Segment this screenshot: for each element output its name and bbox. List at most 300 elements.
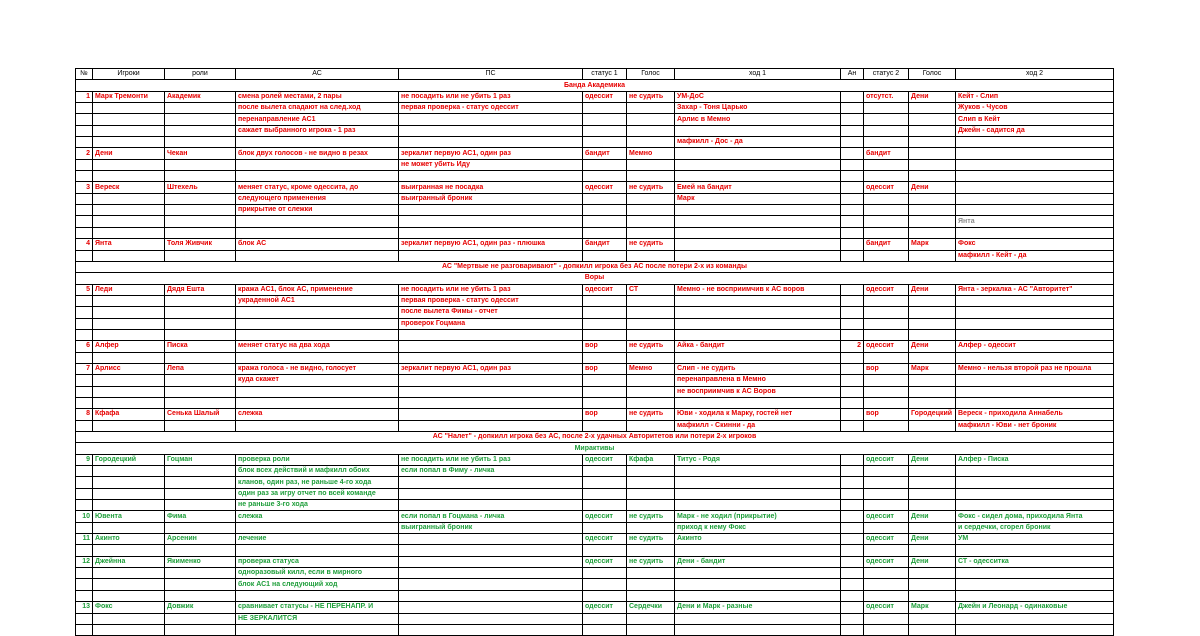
cell-move-2[interactable] <box>956 488 1114 499</box>
cell-vote-1[interactable]: Мемно <box>627 148 675 159</box>
cell-vote-1[interactable] <box>627 295 675 306</box>
cell-number[interactable] <box>76 477 93 488</box>
cell-status-2[interactable]: бандит <box>864 239 909 250</box>
cell-status-2[interactable] <box>864 352 909 363</box>
cell-move-2[interactable] <box>956 500 1114 511</box>
cell-an[interactable] <box>841 114 864 125</box>
cell-status-2[interactable]: одессит <box>864 602 909 613</box>
cell-move-2[interactable] <box>956 171 1114 182</box>
cell-an[interactable] <box>841 284 864 295</box>
cell-status-2[interactable] <box>864 545 909 556</box>
cell-role[interactable] <box>165 307 236 318</box>
cell-ps[interactable] <box>399 386 583 397</box>
cell-move-1[interactable] <box>675 590 841 601</box>
cell-ps[interactable] <box>399 227 583 238</box>
cell-status-2[interactable] <box>864 579 909 590</box>
cell-an[interactable] <box>841 318 864 329</box>
cell-vote-1[interactable] <box>627 250 675 261</box>
cell-status-2[interactable] <box>864 125 909 136</box>
cell-ps[interactable] <box>399 250 583 261</box>
cell-as[interactable] <box>236 216 399 227</box>
cell-player[interactable] <box>93 397 165 408</box>
cell-vote-2[interactable]: Дени <box>909 182 956 193</box>
cell-role[interactable] <box>165 613 236 624</box>
cell-role[interactable]: Чекан <box>165 148 236 159</box>
cell-vote-2[interactable] <box>909 295 956 306</box>
cell-player[interactable] <box>93 613 165 624</box>
cell-number[interactable] <box>76 579 93 590</box>
cell-move-1[interactable] <box>675 216 841 227</box>
cell-status-2[interactable] <box>864 386 909 397</box>
cell-vote-2[interactable] <box>909 227 956 238</box>
section-title-cell[interactable]: Воры <box>76 273 1114 284</box>
cell-move-1[interactable]: УМ-ДоС <box>675 91 841 102</box>
cell-player[interactable] <box>93 579 165 590</box>
cell-status-1[interactable] <box>583 103 627 114</box>
cell-player[interactable] <box>93 500 165 511</box>
cell-ps[interactable] <box>399 534 583 545</box>
cell-an[interactable] <box>841 545 864 556</box>
cell-status-1[interactable]: одессит <box>583 511 627 522</box>
cell-an[interactable] <box>841 363 864 374</box>
section-title-cell[interactable]: Банда Академика <box>76 80 1114 91</box>
cell-move-2[interactable]: и сердечки, сгорел броник <box>956 522 1114 533</box>
cell-move-2[interactable] <box>956 375 1114 386</box>
cell-role[interactable] <box>165 386 236 397</box>
cell-ps[interactable] <box>399 114 583 125</box>
cell-number[interactable]: 2 <box>76 148 93 159</box>
cell-move-1[interactable] <box>675 545 841 556</box>
cell-as[interactable]: лечение <box>236 534 399 545</box>
cell-number[interactable] <box>76 590 93 601</box>
cell-ps[interactable]: зеркалит первую АС1, один раз - плюшка <box>399 239 583 250</box>
cell-status-1[interactable] <box>583 114 627 125</box>
cell-move-1[interactable]: Арлис в Мемно <box>675 114 841 125</box>
cell-ps[interactable] <box>399 579 583 590</box>
cell-number[interactable] <box>76 307 93 318</box>
cell-move-2[interactable] <box>956 545 1114 556</box>
cell-move-2[interactable] <box>956 318 1114 329</box>
cell-ps[interactable] <box>399 477 583 488</box>
cell-status-2[interactable] <box>864 522 909 533</box>
cell-ps[interactable] <box>399 409 583 420</box>
cell-vote-2[interactable] <box>909 171 956 182</box>
cell-number[interactable] <box>76 568 93 579</box>
cell-vote-2[interactable] <box>909 590 956 601</box>
cell-status-1[interactable] <box>583 579 627 590</box>
cell-number[interactable] <box>76 397 93 408</box>
cell-role[interactable]: Дядя Ешта <box>165 284 236 295</box>
cell-move-1[interactable]: Айка - бандит <box>675 341 841 352</box>
cell-number[interactable]: 8 <box>76 409 93 420</box>
cell-player[interactable] <box>93 477 165 488</box>
cell-number[interactable] <box>76 295 93 306</box>
cell-as[interactable] <box>236 159 399 170</box>
cell-ps[interactable]: проверок Гоцмана <box>399 318 583 329</box>
cell-an[interactable] <box>841 295 864 306</box>
cell-player[interactable]: Джейнна <box>93 556 165 567</box>
cell-as[interactable]: после вылета спадают на след.ход <box>236 103 399 114</box>
cell-status-2[interactable] <box>864 216 909 227</box>
cell-as[interactable]: смена ролей местами, 2 пары <box>236 91 399 102</box>
cell-as[interactable] <box>236 250 399 261</box>
cell-vote-1[interactable]: не судить <box>627 239 675 250</box>
cell-ps[interactable] <box>399 352 583 363</box>
cell-as[interactable]: слежка <box>236 511 399 522</box>
cell-vote-2[interactable]: Марк <box>909 602 956 613</box>
cell-status-1[interactable] <box>583 500 627 511</box>
cell-as[interactable]: одноразовый килл, если в мирного <box>236 568 399 579</box>
cell-role[interactable] <box>165 488 236 499</box>
cell-an[interactable] <box>841 624 864 635</box>
cell-as[interactable]: меняет статус, кроме одессита, до <box>236 182 399 193</box>
cell-move-1[interactable] <box>675 568 841 579</box>
cell-vote-1[interactable] <box>627 307 675 318</box>
cell-status-2[interactable] <box>864 329 909 340</box>
cell-move-1[interactable]: мафкилл - Скинни - да <box>675 420 841 431</box>
cell-status-2[interactable] <box>864 114 909 125</box>
cell-vote-1[interactable] <box>627 318 675 329</box>
cell-player[interactable]: Городецкий <box>93 454 165 465</box>
cell-ps[interactable]: если попал в Фиму - личка <box>399 466 583 477</box>
cell-move-1[interactable]: Титус - Родя <box>675 454 841 465</box>
cell-role[interactable] <box>165 125 236 136</box>
cell-move-1[interactable]: Юви - ходила к Марку, гостей нет <box>675 409 841 420</box>
cell-player[interactable]: Акинто <box>93 534 165 545</box>
cell-role[interactable] <box>165 568 236 579</box>
cell-vote-1[interactable] <box>627 193 675 204</box>
cell-player[interactable] <box>93 125 165 136</box>
cell-vote-2[interactable] <box>909 114 956 125</box>
cell-status-2[interactable]: вор <box>864 409 909 420</box>
cell-move-1[interactable]: Слип - не судить <box>675 363 841 374</box>
cell-vote-2[interactable] <box>909 307 956 318</box>
cell-status-2[interactable] <box>864 250 909 261</box>
cell-ps[interactable]: зеркалит первую АС1, один раз <box>399 148 583 159</box>
cell-an[interactable] <box>841 352 864 363</box>
cell-status-2[interactable] <box>864 375 909 386</box>
cell-move-2[interactable] <box>956 466 1114 477</box>
cell-number[interactable] <box>76 193 93 204</box>
cell-vote-1[interactable]: Сердечки <box>627 602 675 613</box>
cell-status-2[interactable]: одессит <box>864 556 909 567</box>
cell-role[interactable]: Штехель <box>165 182 236 193</box>
cell-number[interactable] <box>76 250 93 261</box>
cell-ps[interactable] <box>399 613 583 624</box>
cell-as[interactable] <box>236 545 399 556</box>
cell-as[interactable]: меняет статус на два хода <box>236 341 399 352</box>
cell-vote-2[interactable] <box>909 477 956 488</box>
cell-player[interactable]: Ювента <box>93 511 165 522</box>
header-move-1[interactable]: ход 1 <box>675 69 841 80</box>
cell-vote-1[interactable] <box>627 227 675 238</box>
cell-ps[interactable] <box>399 556 583 567</box>
section-title-cell[interactable]: АС "Налет" - допкилл игрока без АС, после 2-х удачных Авторитетов или потери 2-х игроков <box>76 432 1114 443</box>
cell-as[interactable] <box>236 386 399 397</box>
cell-as[interactable] <box>236 590 399 601</box>
header-ps[interactable]: ПС <box>399 69 583 80</box>
cell-move-2[interactable] <box>956 205 1114 216</box>
cell-status-2[interactable]: одессит <box>864 284 909 295</box>
cell-ps[interactable] <box>399 341 583 352</box>
cell-move-2[interactable]: Кейт - Слип <box>956 91 1114 102</box>
cell-an[interactable] <box>841 103 864 114</box>
cell-vote-2[interactable]: Дени <box>909 454 956 465</box>
cell-player[interactable] <box>93 488 165 499</box>
cell-move-2[interactable]: Алфер - Писка <box>956 454 1114 465</box>
cell-vote-2[interactable] <box>909 579 956 590</box>
cell-move-1[interactable] <box>675 397 841 408</box>
cell-ps[interactable]: выигранная не посадка <box>399 182 583 193</box>
cell-move-2[interactable]: Фокс <box>956 239 1114 250</box>
cell-ps[interactable] <box>399 500 583 511</box>
cell-player[interactable]: Дени <box>93 148 165 159</box>
cell-vote-1[interactable]: Кфафа <box>627 454 675 465</box>
cell-move-1[interactable] <box>675 295 841 306</box>
cell-move-1[interactable]: Дени и Марк - разные <box>675 602 841 613</box>
cell-player[interactable] <box>93 307 165 318</box>
cell-as[interactable] <box>236 329 399 340</box>
cell-ps[interactable]: если попал в Гоцмана - личка <box>399 511 583 522</box>
cell-move-1[interactable]: перенаправлена в Мемно <box>675 375 841 386</box>
cell-vote-2[interactable]: Дени <box>909 91 956 102</box>
cell-status-2[interactable] <box>864 227 909 238</box>
cell-status-1[interactable]: одессит <box>583 556 627 567</box>
cell-as[interactable]: перенаправление АС1 <box>236 114 399 125</box>
cell-number[interactable] <box>76 624 93 635</box>
cell-player[interactable] <box>93 375 165 386</box>
cell-number[interactable] <box>76 171 93 182</box>
cell-move-2[interactable]: СТ - одесситка <box>956 556 1114 567</box>
cell-an[interactable] <box>841 602 864 613</box>
cell-vote-1[interactable]: не судить <box>627 341 675 352</box>
header-move-2[interactable]: ход 2 <box>956 69 1114 80</box>
cell-status-1[interactable] <box>583 545 627 556</box>
cell-an[interactable] <box>841 613 864 624</box>
cell-as[interactable]: НЕ ЗЕРКАЛИТСЯ <box>236 613 399 624</box>
cell-vote-2[interactable]: Дени <box>909 511 956 522</box>
cell-status-2[interactable]: одессит <box>864 454 909 465</box>
cell-an[interactable] <box>841 454 864 465</box>
cell-player[interactable]: Вереск <box>93 182 165 193</box>
cell-move-2[interactable]: Джейн - садится да <box>956 125 1114 136</box>
cell-player[interactable] <box>93 295 165 306</box>
cell-vote-1[interactable] <box>627 103 675 114</box>
cell-status-1[interactable] <box>583 318 627 329</box>
cell-vote-2[interactable] <box>909 329 956 340</box>
header-vote-2[interactable]: Голос <box>909 69 956 80</box>
cell-vote-1[interactable] <box>627 500 675 511</box>
cell-player[interactable]: Арлисс <box>93 363 165 374</box>
cell-role[interactable] <box>165 420 236 431</box>
cell-status-2[interactable] <box>864 477 909 488</box>
cell-status-2[interactable]: одессит <box>864 182 909 193</box>
cell-role[interactable]: Якименко <box>165 556 236 567</box>
cell-an[interactable] <box>841 420 864 431</box>
cell-role[interactable]: Довжик <box>165 602 236 613</box>
cell-player[interactable] <box>93 352 165 363</box>
cell-vote-2[interactable]: Дени <box>909 556 956 567</box>
cell-number[interactable] <box>76 159 93 170</box>
cell-player[interactable] <box>93 590 165 601</box>
cell-vote-2[interactable] <box>909 205 956 216</box>
cell-role[interactable] <box>165 579 236 590</box>
section-title-cell[interactable]: Мирактивы <box>76 443 1114 454</box>
cell-move-2[interactable] <box>956 568 1114 579</box>
cell-number[interactable] <box>76 613 93 624</box>
cell-as[interactable]: не раньше 3-го хода <box>236 500 399 511</box>
cell-number[interactable] <box>76 352 93 363</box>
cell-status-2[interactable]: одессит <box>864 511 909 522</box>
cell-role[interactable] <box>165 193 236 204</box>
cell-as[interactable]: куда скажет <box>236 375 399 386</box>
cell-ps[interactable]: не посадить или не убить 1 раз <box>399 454 583 465</box>
cell-number[interactable]: 10 <box>76 511 93 522</box>
cell-number[interactable] <box>76 386 93 397</box>
cell-an[interactable] <box>841 579 864 590</box>
cell-status-2[interactable]: бандит <box>864 148 909 159</box>
cell-role[interactable] <box>165 295 236 306</box>
cell-status-1[interactable] <box>583 295 627 306</box>
cell-status-1[interactable] <box>583 227 627 238</box>
cell-move-1[interactable] <box>675 613 841 624</box>
cell-move-1[interactable] <box>675 477 841 488</box>
cell-status-2[interactable] <box>864 318 909 329</box>
cell-an[interactable] <box>841 477 864 488</box>
cell-ps[interactable]: после вылета Фимы - отчет <box>399 307 583 318</box>
cell-role[interactable]: Писка <box>165 341 236 352</box>
cell-player[interactable] <box>93 318 165 329</box>
cell-vote-1[interactable] <box>627 397 675 408</box>
cell-vote-2[interactable]: Марк <box>909 363 956 374</box>
cell-vote-1[interactable]: не судить <box>627 91 675 102</box>
cell-number[interactable]: 12 <box>76 556 93 567</box>
cell-status-1[interactable] <box>583 193 627 204</box>
cell-move-2[interactable] <box>956 193 1114 204</box>
cell-role[interactable] <box>165 318 236 329</box>
cell-vote-2[interactable] <box>909 522 956 533</box>
cell-player[interactable] <box>93 137 165 148</box>
cell-move-1[interactable]: мафкилл - Дос - да <box>675 137 841 148</box>
cell-vote-2[interactable]: Дени <box>909 341 956 352</box>
cell-move-2[interactable]: УМ <box>956 534 1114 545</box>
cell-status-1[interactable] <box>583 590 627 601</box>
cell-an[interactable] <box>841 250 864 261</box>
cell-as[interactable]: кража голоса - не видно, голосует <box>236 363 399 374</box>
cell-ps[interactable] <box>399 568 583 579</box>
cell-number[interactable]: 3 <box>76 182 93 193</box>
cell-an[interactable] <box>841 193 864 204</box>
cell-status-2[interactable] <box>864 205 909 216</box>
cell-vote-2[interactable] <box>909 216 956 227</box>
cell-role[interactable] <box>165 522 236 533</box>
cell-ps[interactable]: выигранный броник <box>399 193 583 204</box>
cell-status-1[interactable]: одессит <box>583 534 627 545</box>
cell-an[interactable] <box>841 511 864 522</box>
cell-ps[interactable] <box>399 488 583 499</box>
cell-role[interactable]: Лепа <box>165 363 236 374</box>
cell-player[interactable]: Фокс <box>93 602 165 613</box>
cell-vote-1[interactable] <box>627 545 675 556</box>
cell-status-1[interactable]: одессит <box>583 454 627 465</box>
cell-an[interactable] <box>841 205 864 216</box>
cell-an[interactable] <box>841 375 864 386</box>
cell-number[interactable] <box>76 375 93 386</box>
cell-move-1[interactable] <box>675 159 841 170</box>
cell-move-1[interactable] <box>675 352 841 363</box>
cell-player[interactable] <box>93 103 165 114</box>
cell-move-2[interactable]: Фокс - сидел дома, приходила Янта <box>956 511 1114 522</box>
cell-role[interactable]: Арсенин <box>165 534 236 545</box>
cell-vote-2[interactable]: Марк <box>909 239 956 250</box>
cell-an[interactable] <box>841 307 864 318</box>
cell-move-2[interactable]: Жуков - Чусов <box>956 103 1114 114</box>
cell-status-2[interactable] <box>864 420 909 431</box>
cell-move-1[interactable]: Дени - бандит <box>675 556 841 567</box>
cell-status-1[interactable] <box>583 352 627 363</box>
cell-an[interactable] <box>841 159 864 170</box>
cell-number[interactable]: 7 <box>76 363 93 374</box>
cell-vote-2[interactable]: Дени <box>909 534 956 545</box>
cell-ps[interactable]: не может убить Иду <box>399 159 583 170</box>
cell-vote-1[interactable] <box>627 159 675 170</box>
cell-an[interactable] <box>841 137 864 148</box>
cell-status-2[interactable]: отсутст. <box>864 91 909 102</box>
cell-move-2[interactable]: Вереск - приходила Аннабель <box>956 409 1114 420</box>
cell-role[interactable] <box>165 500 236 511</box>
cell-move-1[interactable]: Емей на бандит <box>675 182 841 193</box>
cell-move-1[interactable] <box>675 624 841 635</box>
cell-status-1[interactable] <box>583 397 627 408</box>
cell-status-1[interactable] <box>583 205 627 216</box>
header-status-2[interactable]: статус 2 <box>864 69 909 80</box>
cell-status-2[interactable] <box>864 159 909 170</box>
cell-player[interactable]: Кфафа <box>93 409 165 420</box>
cell-an[interactable] <box>841 171 864 182</box>
cell-vote-1[interactable] <box>627 624 675 635</box>
cell-ps[interactable] <box>399 137 583 148</box>
cell-status-1[interactable] <box>583 137 627 148</box>
cell-number[interactable] <box>76 522 93 533</box>
cell-ps[interactable] <box>399 329 583 340</box>
cell-player[interactable] <box>93 466 165 477</box>
cell-move-1[interactable]: Акинто <box>675 534 841 545</box>
cell-status-1[interactable]: бандит <box>583 148 627 159</box>
cell-move-1[interactable] <box>675 148 841 159</box>
cell-vote-2[interactable]: Городецкий <box>909 409 956 420</box>
cell-role[interactable] <box>165 250 236 261</box>
cell-move-2[interactable]: Мемно - нельзя второй раз не прошла <box>956 363 1114 374</box>
cell-vote-2[interactable] <box>909 613 956 624</box>
cell-move-2[interactable] <box>956 590 1114 601</box>
cell-number[interactable] <box>76 318 93 329</box>
cell-vote-1[interactable] <box>627 420 675 431</box>
cell-as[interactable]: проверка роли <box>236 454 399 465</box>
cell-player[interactable] <box>93 386 165 397</box>
cell-ps[interactable] <box>399 397 583 408</box>
cell-move-2[interactable] <box>956 352 1114 363</box>
cell-move-1[interactable] <box>675 488 841 499</box>
cell-player[interactable]: Леди <box>93 284 165 295</box>
cell-an[interactable] <box>841 182 864 193</box>
cell-status-2[interactable] <box>864 397 909 408</box>
cell-status-1[interactable] <box>583 488 627 499</box>
cell-an[interactable] <box>841 409 864 420</box>
cell-as[interactable]: кража АС1, блок АС, применение <box>236 284 399 295</box>
cell-ps[interactable]: первая проверка - статус одессит <box>399 295 583 306</box>
cell-vote-1[interactable] <box>627 205 675 216</box>
cell-move-1[interactable] <box>675 205 841 216</box>
